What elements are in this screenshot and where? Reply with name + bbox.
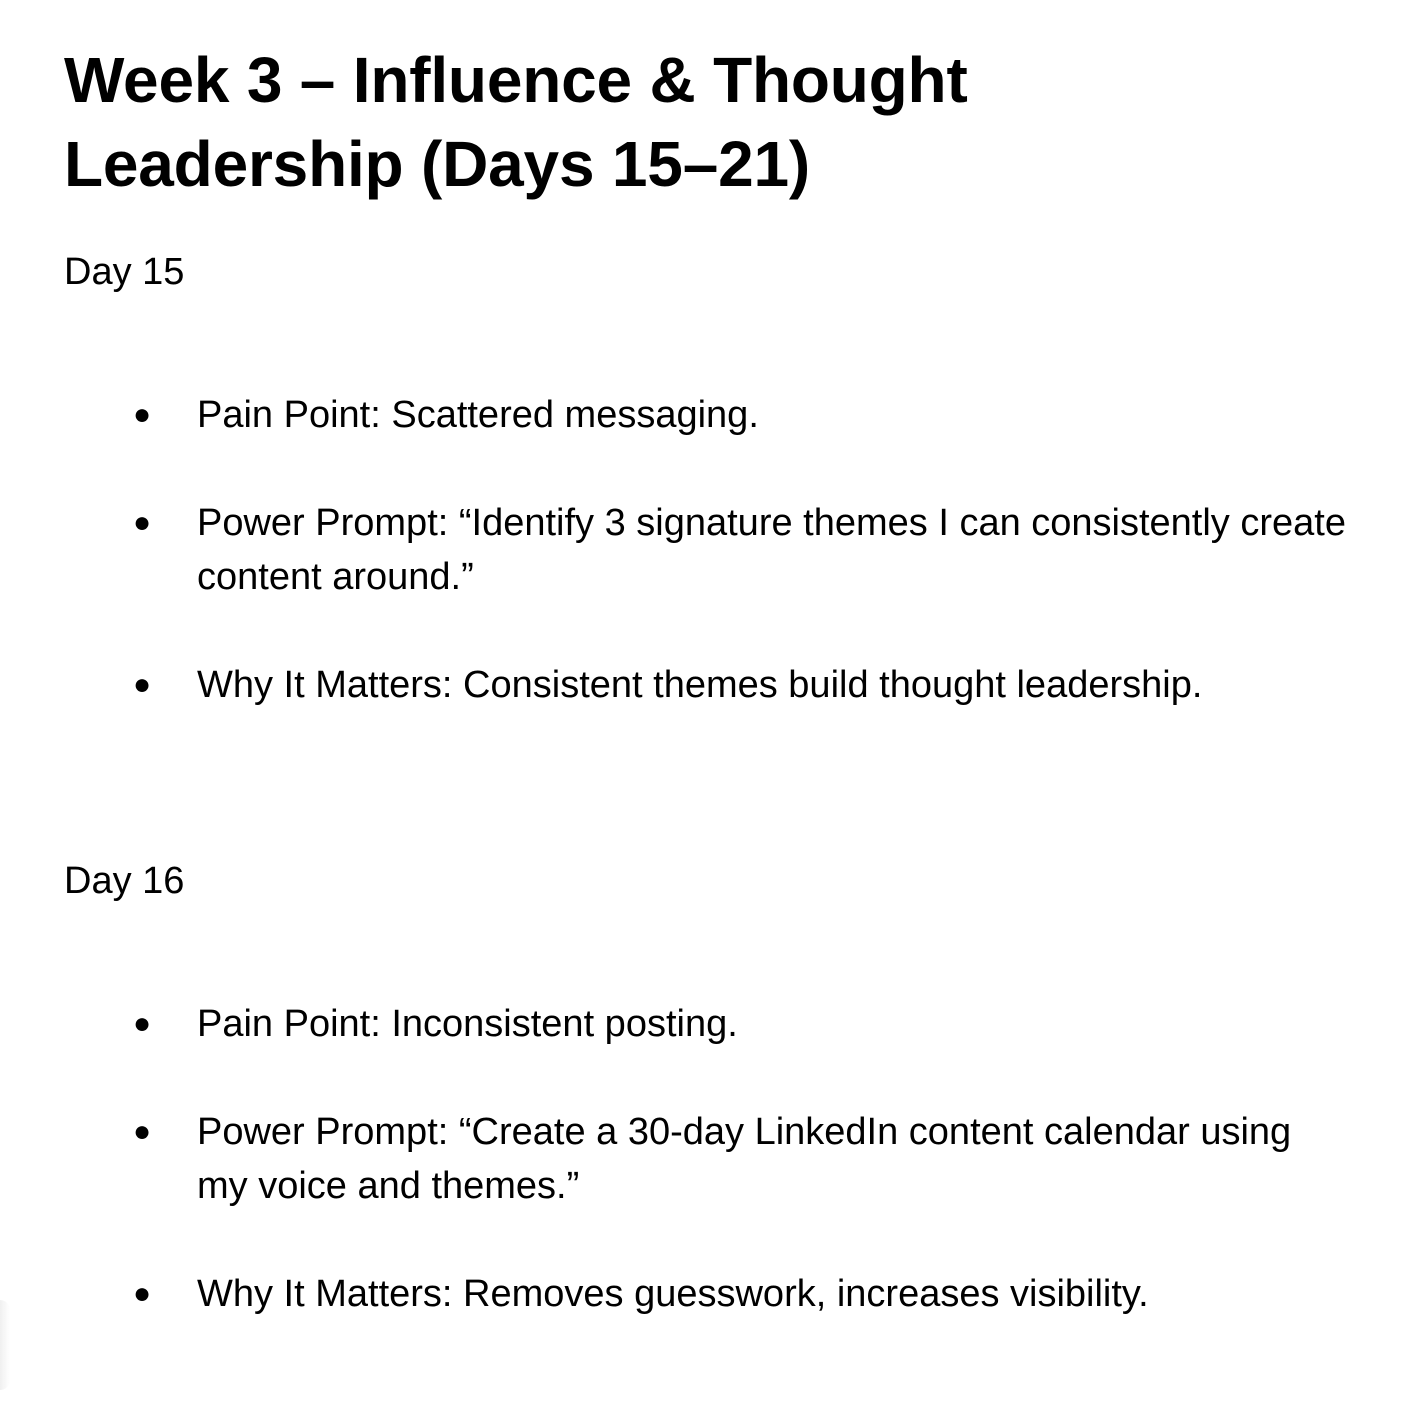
why-it-matters-text: Why It Matters: Removes guesswork, increases visibility. (197, 1273, 1149, 1315)
bullet-icon: ● (133, 668, 152, 701)
day-heading-15: Day 15 (64, 251, 185, 293)
bullet-icon: ● (133, 506, 152, 539)
pain-point-text: Pain Point: Inconsistent posting. (197, 1003, 738, 1045)
day-16-list (0, 997, 1347, 1321)
list-item (0, 997, 1347, 1051)
list-item (0, 1267, 1347, 1321)
list-item (0, 388, 1347, 442)
day-15-list (0, 388, 1347, 712)
bullet-icon: ● (133, 398, 152, 431)
day-heading-16: Day 16 (64, 860, 185, 902)
list-item (0, 496, 1347, 604)
power-prompt-text: Power Prompt: “Create a 30-day LinkedIn content calendar using my voice and themes.” (197, 1111, 1292, 1207)
page-title: Week 3 – Influence & Thought Leadership (Days 15–21) (64, 44, 968, 200)
bullet-icon: ● (133, 1115, 152, 1148)
pain-point-text: Pain Point: Scattered messaging. (197, 394, 759, 436)
list-item (0, 658, 1347, 712)
why-it-matters-text: Why It Matters: Consistent themes build thought leadership. (197, 664, 1203, 706)
page-edge-shadow (0, 1300, 10, 1390)
list-item (0, 1105, 1347, 1213)
bullet-icon: ● (133, 1277, 152, 1310)
power-prompt-text: Power Prompt: “Identify 3 signature themes I can consistently create content around.” (197, 502, 1346, 598)
bullet-icon: ● (133, 1007, 152, 1040)
